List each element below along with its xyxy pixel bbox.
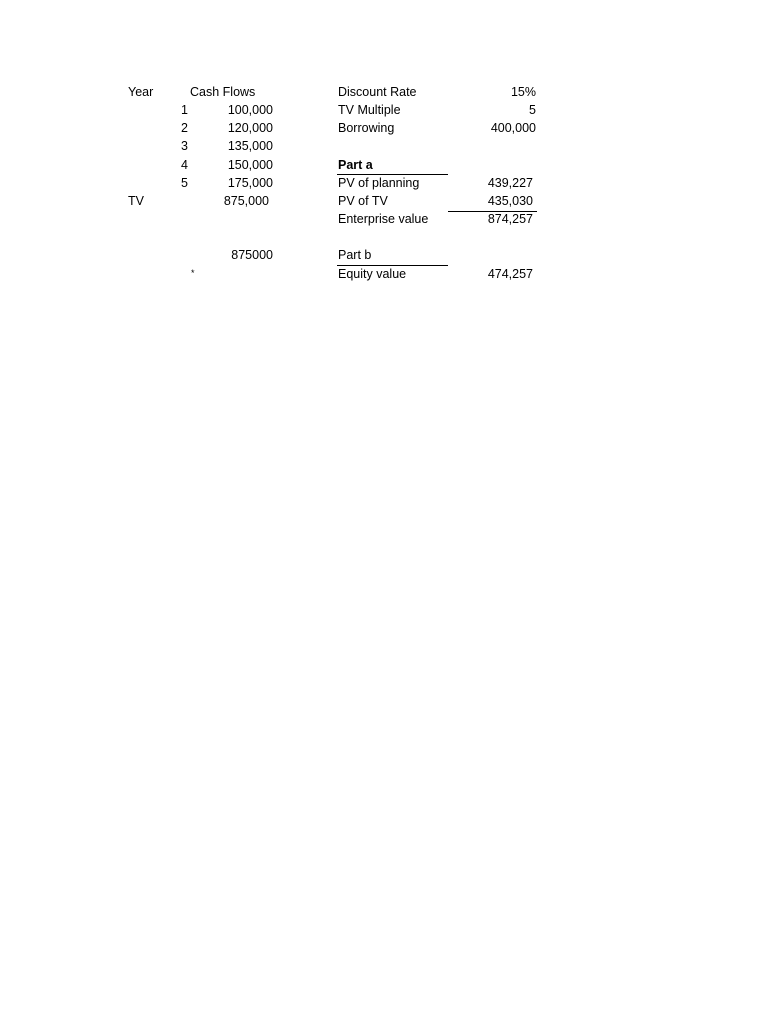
equity-value-label: Equity value <box>338 267 407 281</box>
part-b-heading: Part b <box>338 248 372 262</box>
borrowing-value: 400,000 <box>490 121 536 135</box>
year-cell: 1 <box>181 103 188 117</box>
borrowing-label: Borrowing <box>338 121 395 135</box>
part-a-heading: Part a <box>338 158 373 172</box>
year-cell: 2 <box>181 121 188 135</box>
pv-planning-value: 439,227 <box>487 176 533 190</box>
cash-flow-cell: 150,000 <box>227 158 273 172</box>
year-cell: 4 <box>181 158 188 172</box>
tv-multiple-label: TV Multiple <box>338 103 401 117</box>
pv-tv-value: 435,030 <box>487 194 533 208</box>
year-cell: 3 <box>181 139 188 153</box>
year-cell: 5 <box>181 176 188 190</box>
raw-tv-value: 875000 <box>231 248 273 262</box>
discount-rate-value: 15% <box>510 85 536 99</box>
cash-flow-cell: 100,000 <box>227 103 273 117</box>
enterprise-value-value: 874,257 <box>487 212 533 226</box>
tv-value: 875,000 <box>223 194 269 208</box>
enterprise-value-label: Enterprise value <box>338 212 429 226</box>
pv-planning-label: PV of planning <box>338 176 420 190</box>
cash-flow-cell: 120,000 <box>227 121 273 135</box>
year-header: Year <box>128 85 154 99</box>
tv-label: TV <box>128 194 144 208</box>
part-b-underline <box>337 265 448 266</box>
asterisk-mark: * <box>191 268 195 278</box>
tv-multiple-value: 5 <box>529 103 536 117</box>
part-a-underline <box>337 174 448 175</box>
discount-rate-label: Discount Rate <box>338 85 417 99</box>
cash-flow-cell: 175,000 <box>227 176 273 190</box>
cash-flows-header: Cash Flows <box>190 85 256 99</box>
cash-flow-cell: 135,000 <box>227 139 273 153</box>
equity-value-value: 474,257 <box>487 267 533 281</box>
pv-tv-label: PV of TV <box>338 194 388 208</box>
